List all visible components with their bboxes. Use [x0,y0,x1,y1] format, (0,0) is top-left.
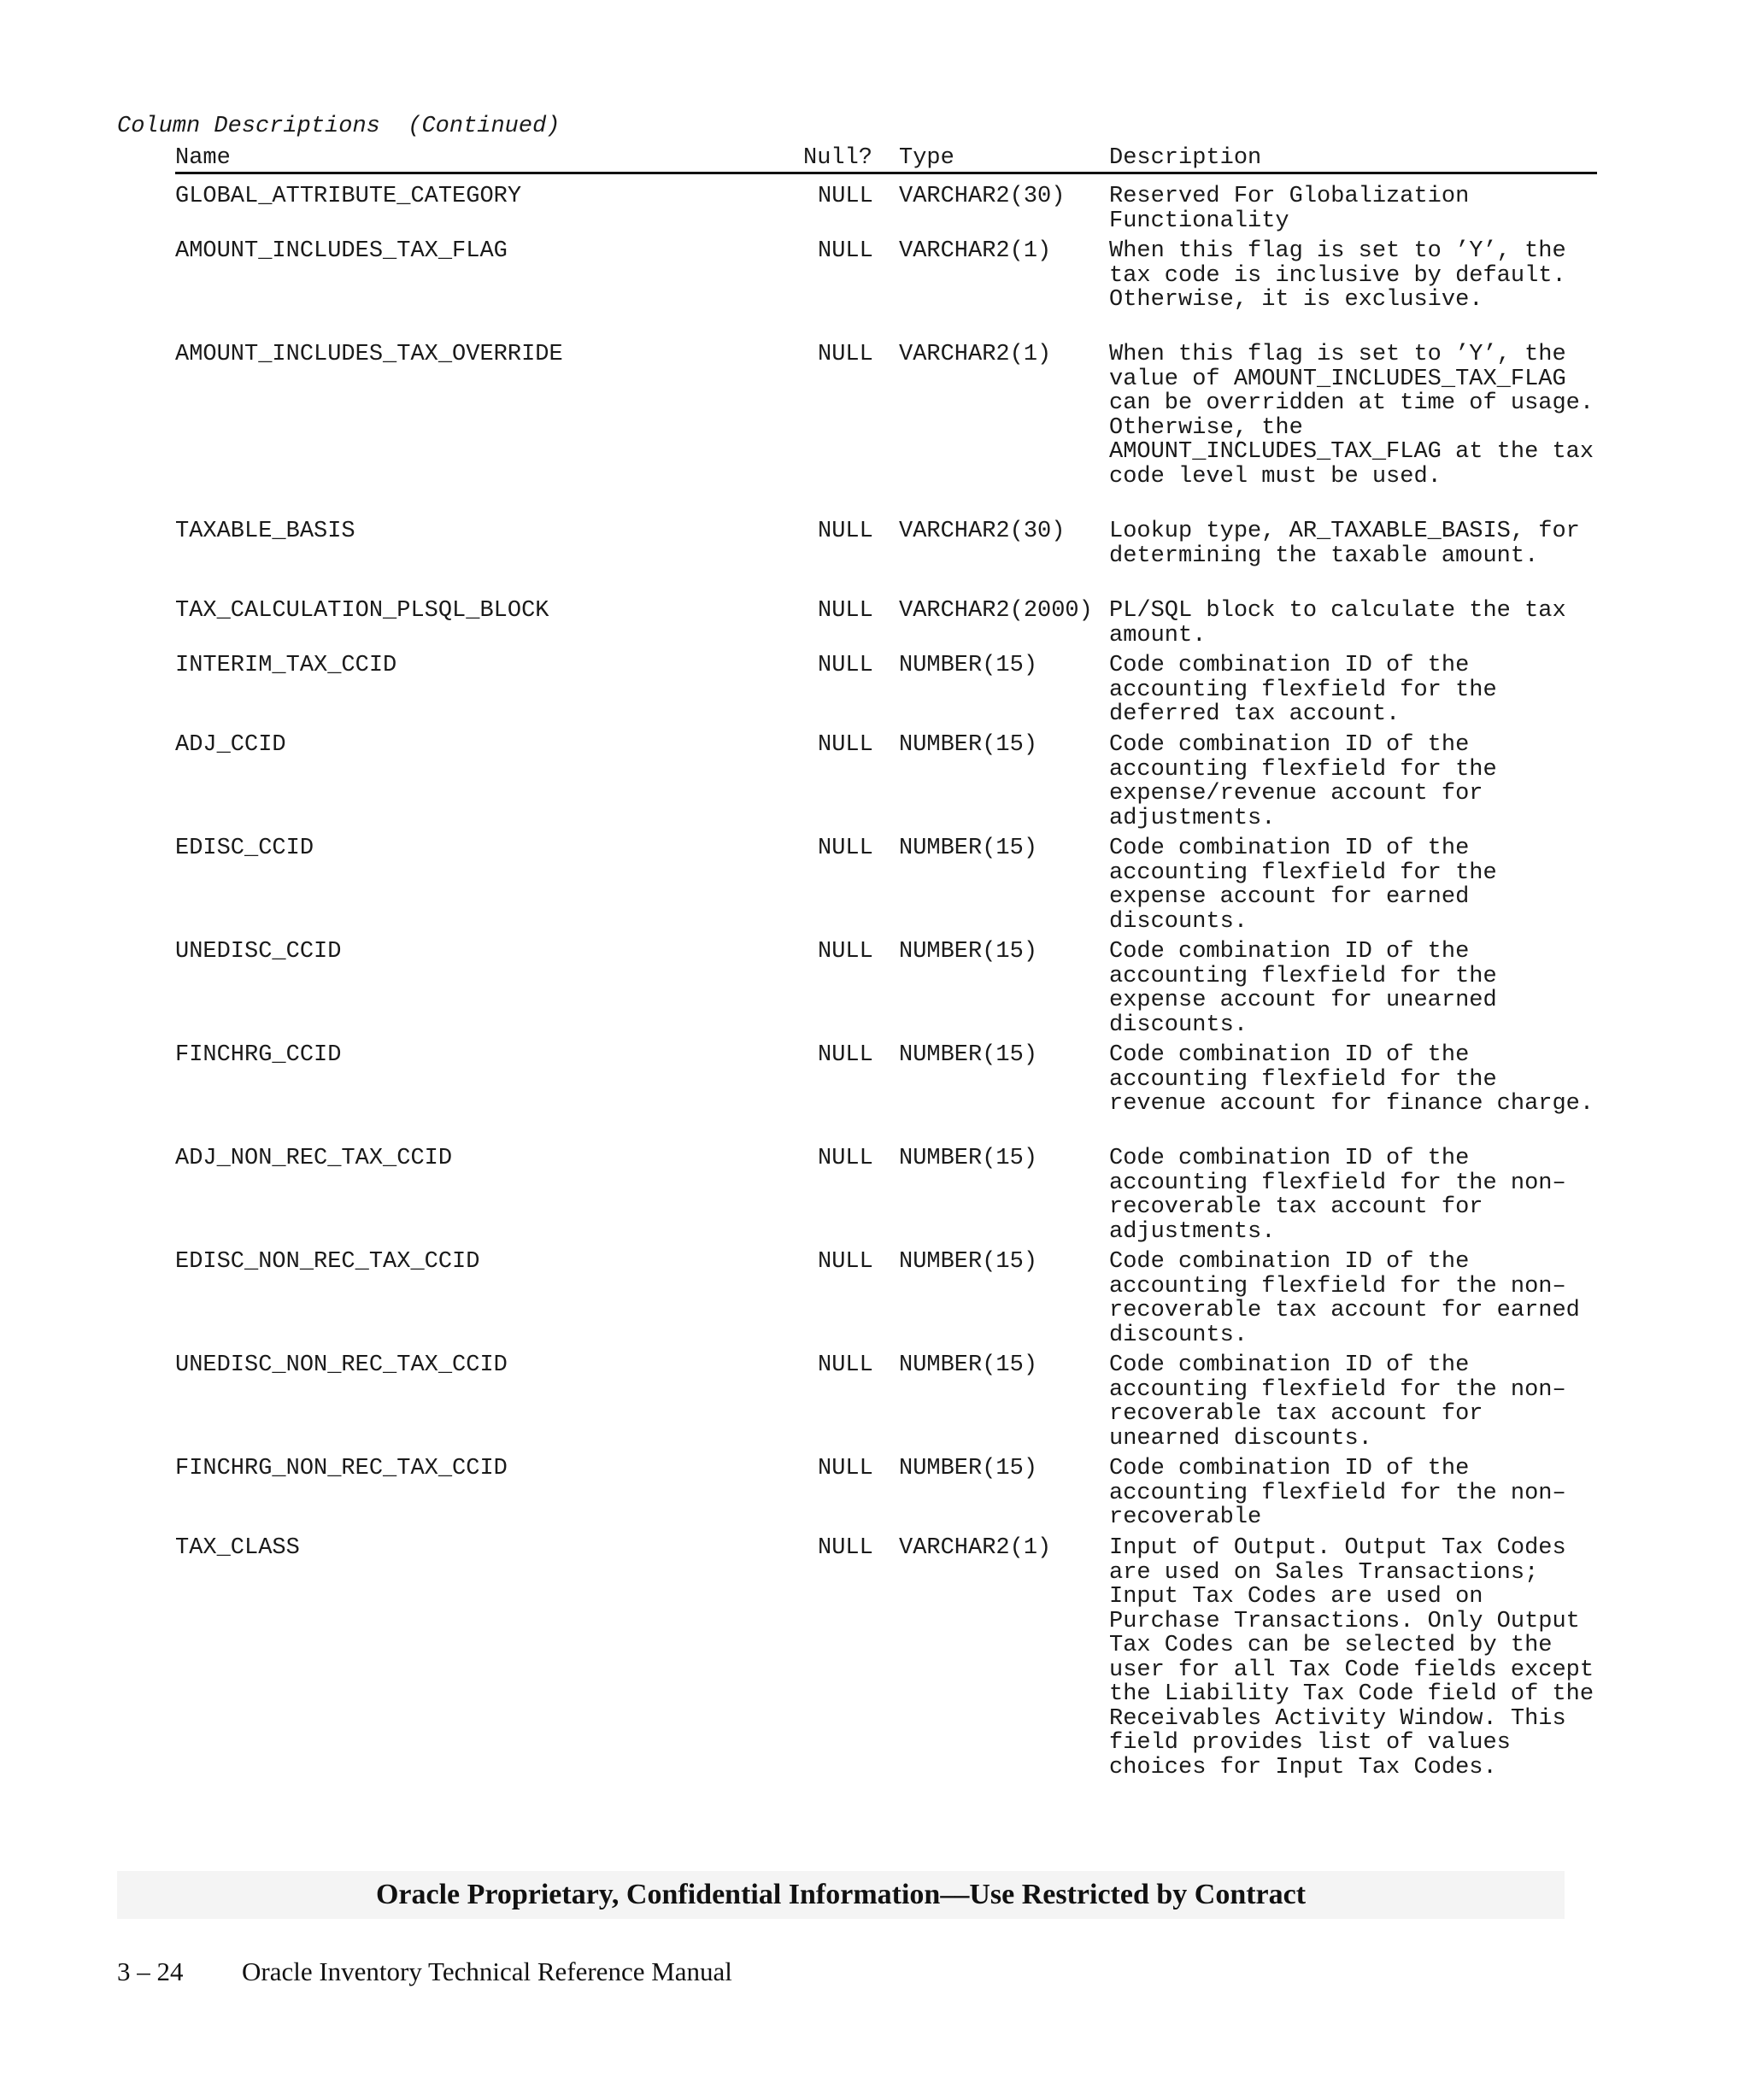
column-type: NUMBER(15) [899,1352,1038,1378]
column-type: NUMBER(15) [899,836,1038,861]
column-type: VARCHAR2(1) [899,238,1052,264]
table-row [175,599,1597,654]
header-null: Null? [803,145,873,171]
column-name: TAXABLE_BASIS [175,519,355,544]
column-description: Code combination ID of the accounting flexfield for the expense account for earned discounts. [1109,836,1497,935]
column-name: FINCHRG_CCID [175,1042,342,1068]
column-name: EDISC_NON_REC_TAX_CCID [175,1249,480,1275]
column-type: VARCHAR2(1) [899,342,1052,367]
column-name: TAX_CALCULATION_PLSQL_BLOCK [175,598,549,624]
column-type: NUMBER(15) [899,939,1038,965]
column-type: VARCHAR2(30) [899,184,1066,209]
column-null: NULL [818,598,873,624]
column-name: AMOUNT_INCLUDES_TAX_OVERRIDE [175,342,563,367]
column-description: Lookup type, AR_TAXABLE_BASIS, for determining the taxable amount. [1109,519,1580,569]
column-null: NULL [818,836,873,861]
table-row [175,654,1597,733]
column-name: ADJ_CCID [175,732,286,758]
table-row [175,733,1597,836]
column-type: NUMBER(15) [899,1249,1038,1275]
column-description: When this flag is set to ’Y’, the tax code is inclusive by default. Otherwise, it is exclusive. [1109,238,1566,313]
column-null: NULL [818,653,873,678]
column-description: Code combination ID of the accounting flexfield for the non–recoverable [1109,1456,1566,1530]
column-description: Code combination ID of the accounting flexfield for the non–recoverable tax account for adjustments. [1109,1146,1566,1245]
confidentiality-notice [117,1871,1565,1919]
column-name: GLOBAL_ATTRIBUTE_CATEGORY [175,184,522,209]
column-type: NUMBER(15) [899,1042,1038,1068]
column-description: Input of Output. Output Tax Codes are used on Sales Transactions; Input Tax Codes are used on Purchase Transactions. Only Output Tax Codes can be selected by the user for all Tax Code fields except the Liability Tax Code field of the Receivables Activity Window. This field provides list of values choices for Input Tax Codes. [1109,1535,1594,1780]
table-row [175,1353,1597,1457]
column-description: Code combination ID of the accounting flexfield for the expense/revenue account for adjustments. [1109,732,1497,831]
column-null: NULL [818,1535,873,1561]
column-name: EDISC_CCID [175,836,314,861]
column-null: NULL [818,939,873,965]
column-description: Code combination ID of the accounting flexfield for the expense account for unearned discounts. [1109,939,1497,1038]
table-row [175,1147,1597,1250]
table-row [175,239,1597,343]
column-name: UNEDISC_CCID [175,939,342,965]
column-null: NULL [818,1249,873,1275]
header-type: Type [899,145,954,171]
table-header [175,144,1597,173]
table-row [175,940,1597,1043]
column-type: VARCHAR2(2000) [899,598,1093,624]
table-row [175,185,1597,239]
column-descriptions-table [175,185,1597,1835]
column-null: NULL [818,238,873,264]
column-null: NULL [818,732,873,758]
table-row [175,836,1597,940]
column-null: NULL [818,184,873,209]
column-description: Reserved For Globalization Functionality [1109,184,1470,234]
column-description: Code combination ID of the accounting flexfield for the revenue account for finance charge. [1109,1042,1594,1117]
section-title: Column Descriptions (Continued) [117,114,561,139]
column-description: Code combination ID of the accounting flexfield for the non–recoverable tax account for unearned discounts. [1109,1352,1566,1452]
header-description: Description [1109,145,1262,171]
column-type: VARCHAR2(30) [899,519,1066,544]
table-row [175,1043,1597,1147]
table-row [175,519,1597,599]
column-description: Code combination ID of the accounting flexfield for the deferred tax account. [1109,653,1497,727]
column-type: NUMBER(15) [899,732,1038,758]
column-name: UNEDISC_NON_REC_TAX_CCID [175,1352,508,1378]
column-null: NULL [818,1352,873,1378]
column-type: NUMBER(15) [899,653,1038,678]
header-rule [175,172,1597,174]
column-name: FINCHRG_NON_REC_TAX_CCID [175,1456,508,1481]
column-null: NULL [818,519,873,544]
column-null: NULL [818,1456,873,1481]
table-row [175,343,1597,519]
column-name: AMOUNT_INCLUDES_TAX_FLAG [175,238,508,264]
column-type: NUMBER(15) [899,1146,1038,1171]
column-name: ADJ_NON_REC_TAX_CCID [175,1146,453,1171]
table-row [175,1457,1597,1536]
table-row [175,1250,1597,1353]
column-description: Code combination ID of the accounting flexfield for the non–recoverable tax account for earned discounts. [1109,1249,1580,1348]
column-type: NUMBER(15) [899,1456,1038,1481]
column-name: INTERIM_TAX_CCID [175,653,397,678]
confidentiality-notice-text: Oracle Proprietary, Confidential Information––Use Restricted by Contract [375,1879,1307,1910]
column-description: PL/SQL block to calculate the tax amount. [1109,598,1566,648]
header-name: Name [175,145,231,171]
table-row [175,1536,1597,1835]
column-type: VARCHAR2(1) [899,1535,1052,1561]
column-null: NULL [818,1146,873,1171]
page-number: 3 – 24 [117,1956,184,1986]
column-null: NULL [818,1042,873,1068]
column-name: TAX_CLASS [175,1535,300,1561]
column-null: NULL [818,342,873,367]
column-description: When this flag is set to ’Y’, the value of AMOUNT_INCLUDES_TAX_FLAG can be overridden at time of usage. Otherwise, the AMOUNT_INCLUDES_TAX_FLAG at the tax code level must be used. [1109,342,1594,490]
manual-title: Oracle Inventory Technical Reference Manual [242,1956,732,1986]
